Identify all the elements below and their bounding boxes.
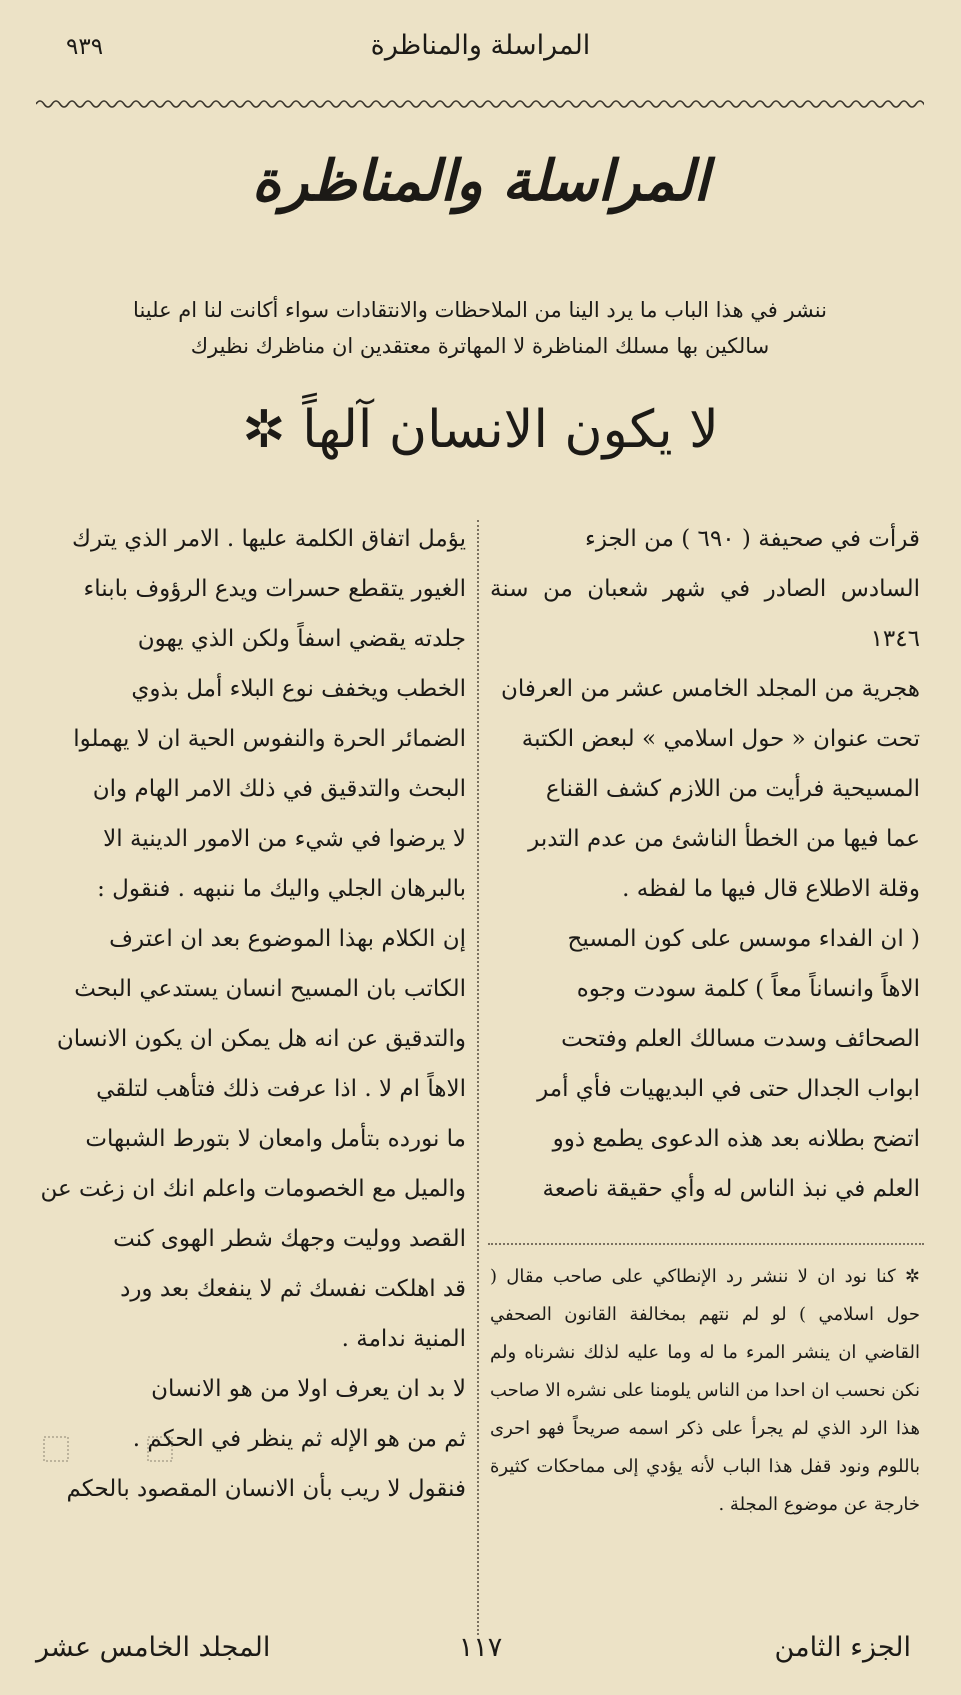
footer-page-number: ١١٧	[458, 1632, 503, 1663]
text-line: ثم من هو الإله ثم ينظر في الحكم .	[132, 1426, 466, 1452]
text-line: لا يرضوا في شيء من الامور الدينية الا	[103, 826, 466, 852]
footer-volume: المجلد الخامس عشر	[36, 1632, 271, 1663]
text-line: الخطب ويخفف نوع البلاء أمل بذوي	[131, 676, 466, 702]
text-line: لا بد ان يعرف اولا من هو الانسان	[151, 1376, 466, 1402]
text-line: ابواب الجدال حتى في البديهيات فأي أمر	[537, 1076, 920, 1102]
text-line: يؤمل اتفاق الكلمة عليها . الامر الذي يترك	[72, 526, 466, 552]
text-line: والميل مع الخصومات واعلم انك ان زغت عن	[40, 1176, 466, 1202]
page-number: ٩٣٩	[66, 34, 104, 60]
intro-paragraph	[60, 292, 900, 364]
text-line: اتضح بطلانه بعد هذه الدعوى يطمع ذوو	[552, 1126, 920, 1152]
text-line: فنقول لا ريب بأن الانسان المقصود بالحكم	[66, 1476, 466, 1502]
text-line: والتدقيق عن انه هل يمكن ان يكون الانسان	[56, 1026, 466, 1052]
column-divider	[477, 520, 479, 1635]
footnote: ✲ كنا نود ان لا ننشر رد الإنطاكي على صاحب مقال ( حول اسلامي ) لو لم نتهم بمخالفة القانون الصحفي القاضي ان ينشر المرء ما له وما عليه لذلك نشرناه ولم نكن نحسب ان احدا من الناس يلومنا على نشره الا صاحب هذا الرد الذي لم يجرأ على ذكر اسمه صريحاً فهو احرى باللوم ونود قفل هذا الباب لأنه يؤدي إلى مماحكات كثيرة خارجة عن موضوع المجلة .	[490, 1266, 920, 1515]
text-line: ما نورده بتأمل وامعان لا بتورط الشبهات	[85, 1126, 466, 1152]
text-line: الاهاً ام لا . اذا عرفت ذلك فتأهب لتلقي	[96, 1076, 466, 1102]
text-line: الاهاً وانساناً معاً ) كلمة سودت وجوه	[576, 976, 920, 1002]
print-smudge	[40, 1434, 190, 1464]
footnote-rule	[488, 1243, 924, 1245]
left-column	[36, 514, 466, 1514]
text-line: إن الكلام بهذا الموضوع بعد ان اعترف	[109, 926, 466, 952]
text-line: المسيحية فرأيت من اللازم كشف القناع	[545, 776, 920, 802]
section-title: المراسلة والمناظرة	[251, 148, 710, 214]
text-line: المنية ندامة .	[341, 1326, 466, 1352]
text-line: هجرية من المجلد الخامس عشر من العرفان	[500, 676, 920, 702]
text-line: القصد ووليت وجهك شطر الهوى كنت	[113, 1226, 466, 1252]
right-column	[490, 514, 920, 1214]
header-wavy-rule	[36, 96, 924, 112]
text-line: قد اهلكت نفسك ثم لا ينفعك بعد ورد	[120, 1276, 466, 1302]
text-line: الصحائف وسدت مسالك العلم وفتحت	[561, 1026, 920, 1052]
text-line: جلدته يقضي اسفاً ولكن الذي يهون	[137, 626, 466, 652]
text-line: قرأت في صحيفة ( ٦٩٠ ) من الجزء	[585, 526, 920, 552]
text-line: البحث والتدقيق في ذلك الامر الهام وان	[92, 776, 466, 802]
running-header-title: المراسلة والمناظرة	[370, 30, 591, 61]
text-line: عما فيها من الخطأ الناشئ من عدم التدبر	[528, 826, 920, 852]
intro-line-1: ننشر في هذا الباب ما يرد الينا من الملاحظات والانتقادات سواء أكانت لنا ام علينا	[133, 298, 827, 322]
article-title: لا يكون الانسان آلهاً ✲	[242, 400, 719, 460]
text-line: العلم في نبذ الناس له وأي حقيقة ناصعة	[542, 1176, 920, 1202]
text-line: الغيور يتقطع حسرات ويدع الرؤوف بابناء	[83, 576, 466, 602]
text-line: بالبرهان الجلي واليك ما ننبهه . فنقول :	[97, 876, 466, 902]
text-line: الضمائر الحرة والنفوس الحية ان لا يهملوا	[73, 726, 466, 752]
text-line: تحت عنوان « حول اسلامي » لبعض الكتبة	[521, 726, 920, 752]
intro-line-2: سالكين بها مسلك المناظرة لا المهاترة معتقدين ان مناظرك نظيرك	[190, 334, 770, 358]
text-line: الكاتب بان المسيح انسان يستدعي البحث	[74, 976, 466, 1002]
text-line: ( ان الفداء موسس على كون المسيح	[567, 926, 920, 952]
text-line: وقلة الاطلاع قال فيها ما لفظه .	[622, 876, 920, 902]
text-line: السادس الصادر في شهر شعبان من سنة ١٣٤٦	[490, 576, 920, 652]
footer-issue: الجزء الثامن	[774, 1632, 911, 1663]
